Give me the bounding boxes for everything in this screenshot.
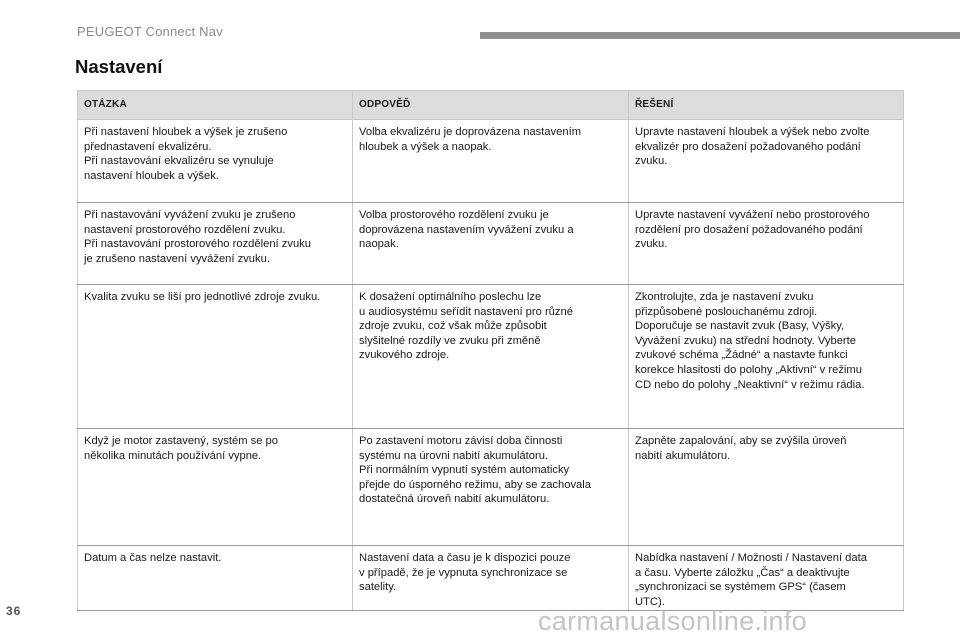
page-number: 36 [6,604,22,618]
table-row [78,429,904,546]
question-cell: Při nastavování vyvážení zvuku je zrušeno nastavení prostorového rozdělení zvuku. Při nastavování prostorového rozdělení zvuku je zrušeno nastavení vyvážení zvuku. [78,203,353,285]
solution-cell: Zkontrolujte, zda je nastavení zvuku přizpůsobené poslouchanému zdroji. Doporučuje se nastavit zvuk (Basy, Výšky, Vyvážení zvuku) na střední hodnoty. Vyberte zvukové schéma „Žádné“ a nastavte funkci korekce hlasitosti do polohy „Aktivní“ v režimu CD nebo do polohy „Neaktivní“ v režimu rádia. [629,285,904,429]
answer-cell: K dosažení optimálního poslechu lze u audiosystému seřídit nastavení pro různé zdroje zvuku, což však může způsobit slyšitelné rozdíly ve zvuku při změně zvukového zdroje. [353,285,629,429]
column-header-question: OTÁZKA [78,91,353,120]
solution-cell: Zapněte zapalování, aby se zvýšila úroveň nabití akumulátoru. [629,429,904,546]
troubleshooting-table-container [77,90,903,611]
header-bar [480,32,960,39]
solution-cell: Upravte nastavení vyvážení nebo prostorového rozdělení pro dosažení požadovaného podání zvuku. [629,203,904,285]
solution-cell: Upravte nastavení hloubek a výšek nebo zvolte ekvalizér pro dosažení požadovaného podání zvuku. [629,120,904,203]
table-row [78,203,904,285]
question-cell: Datum a čas nelze nastavit. [78,546,353,611]
question-cell: Kvalita zvuku se liší pro jednotlivé zdroje zvuku. [78,285,353,429]
answer-cell: Nastavení data a času je k dispozici pouze v případě, že je vypnuta synchronizace se satelity. [353,546,629,611]
table-row [78,120,904,203]
watermark: carmanualsonline.info [538,606,807,636]
question-cell: Když je motor zastavený, systém se po několika minutách používání vypne. [78,429,353,546]
page-title: Nastavení [75,56,163,77]
column-header-solution: ŘEŠENÍ [629,91,904,120]
table-row [78,285,904,429]
question-cell: Při nastavení hloubek a výšek je zrušeno přednastavení ekvalizéru. Při nastavování ekvalizéru se vynuluje nastavení hloubek a výšek. [78,120,353,203]
troubleshooting-table [77,90,904,611]
running-header: PEUGEOT Connect Nav [77,24,223,39]
table-row [78,546,904,611]
answer-cell: Po zastavení motoru závisí doba činnosti systému na úrovni nabití akumulátoru. Při normálním vypnutí systém automaticky přejde do úsporného režimu, aby se zachovala dostatečná úroveň nabití akumulátoru. [353,429,629,546]
column-header-answer: ODPOVĚĎ [353,91,629,120]
table-header-row [78,91,904,120]
answer-cell: Volba ekvalizéru je doprovázena nastavením hloubek a výšek a naopak. [353,120,629,203]
answer-cell: Volba prostorového rozdělení zvuku je doprovázena nastavením vyvážení zvuku a naopak. [353,203,629,285]
solution-cell: Nabídka nastavení / Možnosti / Nastavení data a času. Vyberte záložku „Čas“ a deaktivujte „synchronizaci se systémem GPS“ (časem UTC). [629,546,904,611]
